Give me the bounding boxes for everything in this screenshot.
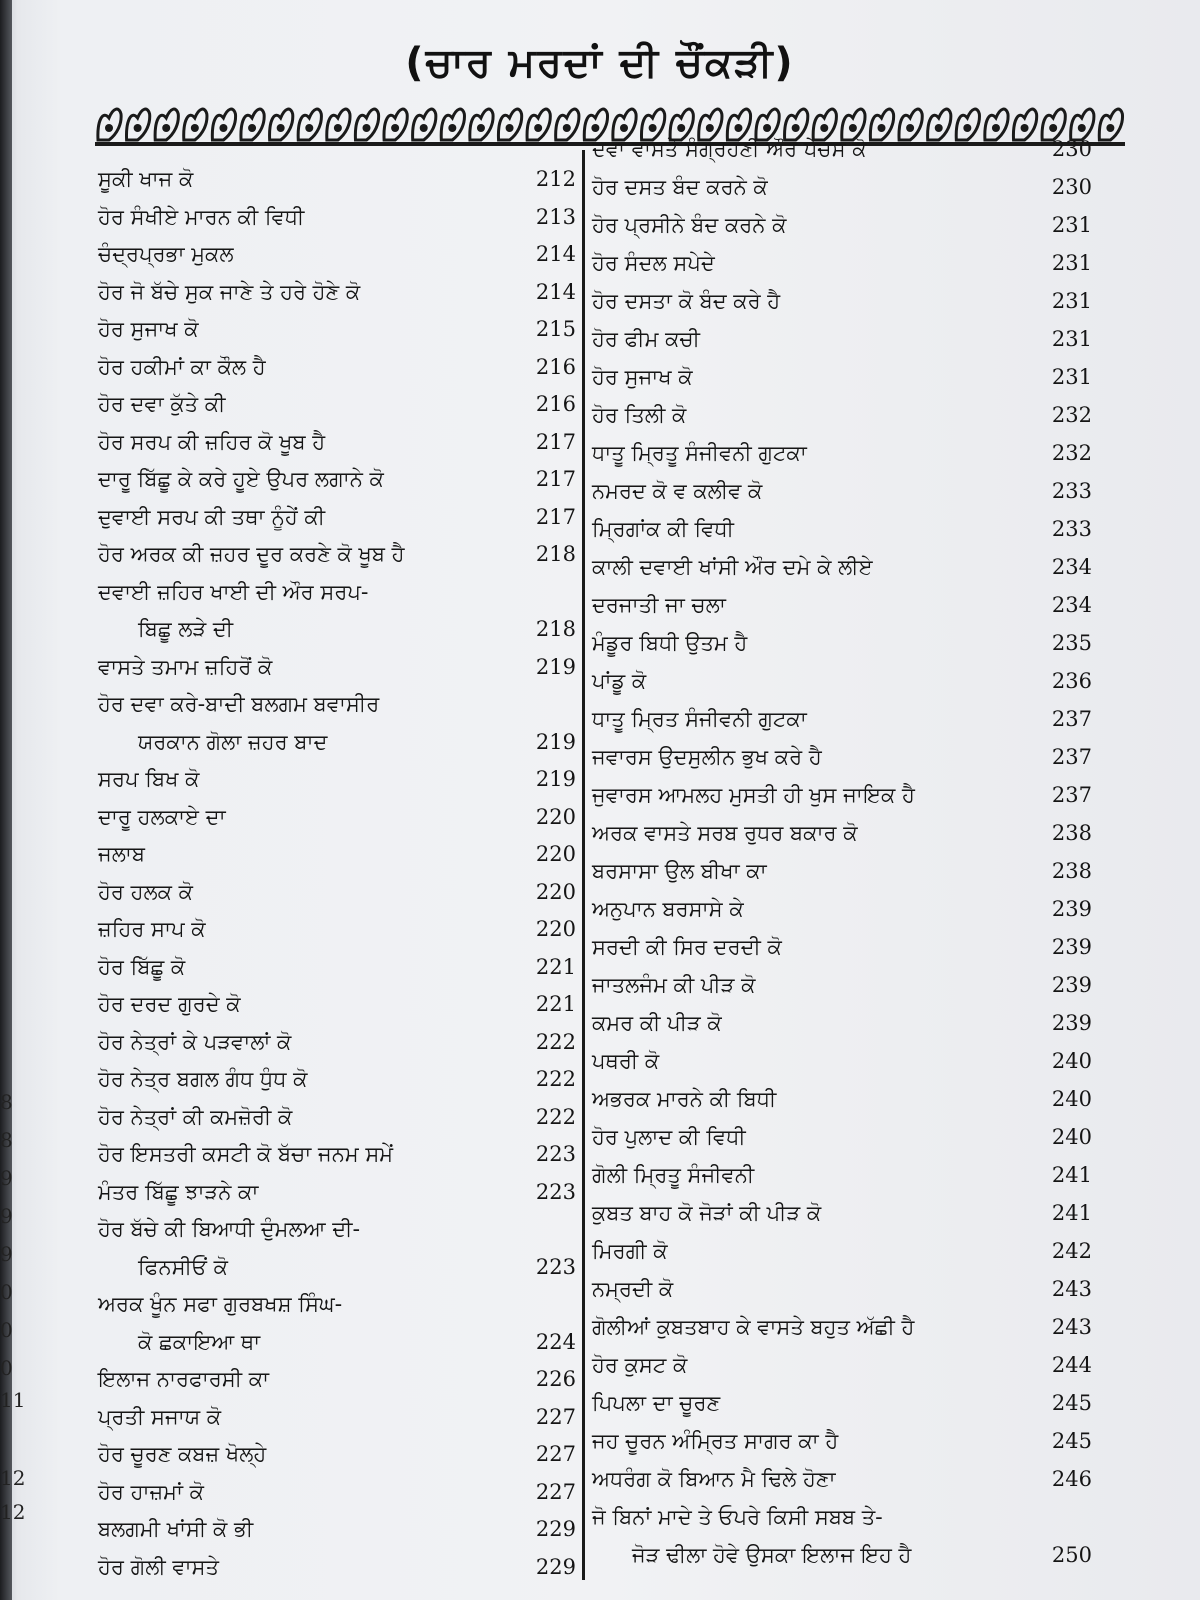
entry-text: ਜ਼ਹਿਰ ਸਾਪ ਕੋ — [98, 917, 206, 941]
entry-page-number: 242 — [1051, 1239, 1092, 1263]
entry-text: ਹੋਰ ਪੁਲਾਦ ਕੀ ਵਿਧੀ — [592, 1125, 746, 1149]
entry-page-number: 227 — [535, 1479, 576, 1504]
entry-page-number: 241 — [1051, 1163, 1092, 1187]
entry-text: ਅਧਰੰਗ ਕੋ ਬਿਆਨ ਮੈ ਢਿਲੇ ਹੋਣਾ — [592, 1467, 836, 1491]
margin-number: 12 — [0, 1466, 26, 1490]
entry-page-number: 217 — [535, 504, 576, 529]
entry-text: ਜੋ ਬਿਨਾਂ ਮਾਦੇ ਤੇ ਓਪਰੇ ਕਿਸੀ ਸਬਬ ਤੇ- — [592, 1505, 883, 1529]
entry-page-number: 245 — [1051, 1391, 1092, 1415]
entry-text: ਦਾਰੂ ਬਿੱਛੂ ਕੇ ਕਰੇ ਹੂਏ ਉਪਰ ਲਗਾਨੇ ਕੋ — [98, 467, 384, 491]
entry-text: ਅਰਕ ਵਾਸਤੇ ਸਰਬ ਰੁਧਰ ਬਕਾਰ ਕੋ — [592, 821, 858, 845]
entry-text: ਪਿਪਲਾ ਦਾ ਚੂਰਣ — [592, 1391, 721, 1415]
entry-page-number: 223 — [535, 1179, 576, 1204]
entry-page-number: 239 — [1051, 973, 1092, 997]
entry-text: ਵਾਸਤੇ ਤਮਾਮ ਜ਼ਹਿਰੋਂ ਕੋ — [98, 654, 273, 679]
previous-page-margin-numbers — [0, 0, 26, 1600]
column-divider — [582, 150, 585, 1580]
entry-text: ਸਰਪ ਬਿਖ ਕੋ — [98, 767, 200, 791]
entry-page-number: 214 — [535, 242, 576, 266]
entry-page-number: 231 — [1051, 365, 1092, 389]
entry-text: ਹੋਰ ਨੇਤ੍ਰਾਂ ਕੇ ਪੜਵਾਲਾਂ ਕੋ — [98, 1029, 292, 1054]
margin-number: 8 — [0, 1128, 13, 1152]
right-index-column — [592, 135, 1092, 1575]
entry-text: ਜੁਵਾਰਸ ਆਮਲਹ ਮੁਸਤੀ ਹੀ ਖੁਸ ਜਾਇਕ ਹੈ — [592, 783, 915, 807]
entry-text: ਗੋਲੀਆਂ ਕੁਬਤਬਾਹ ਕੇ ਵਾਸਤੇ ਬਹੁਤ ਅੱਛੀ ਹੈ — [592, 1315, 915, 1339]
entry-page-number: 229 — [535, 1554, 576, 1579]
margin-number: 0 — [0, 1318, 13, 1342]
entry-page-number: 236 — [1051, 669, 1092, 693]
entry-text: ਹੋਰ ਜੋ ਬੱਚੇ ਸੁਕ ਜਾਣੇ ਤੇ ਹਰੇ ਹੋਣੇ ਕੋ — [98, 279, 361, 304]
entry-text: ਹੋਰ ਤਿਲੀ ਕੋ — [592, 403, 687, 427]
entry-text: ਅਭਰਕ ਮਾਰਨੇ ਕੀ ਬਿਧੀ — [592, 1087, 777, 1111]
entry-text: ਹੋਰ ਪ੍ਰਸੀਨੇ ਬੰਦ ਕਰਨੇ ਕੋ — [592, 213, 787, 237]
entry-page-number: 215 — [535, 317, 576, 341]
entry-page-number: 218 — [535, 617, 576, 641]
entry-page-number: 238 — [1051, 821, 1092, 845]
entry-text: ਹੋਰ ਸੁਜਾਖ ਕੋ — [98, 317, 199, 341]
entry-page-number: 213 — [535, 204, 576, 229]
entry-page-number: 221 — [535, 992, 576, 1016]
entry-page-number: 229 — [535, 1517, 576, 1541]
entry-page-number: 222 — [535, 1029, 576, 1054]
entry-text: ਹੋਰ ਹਾਜ਼ਮਾਂ ਕੋ — [98, 1479, 204, 1504]
entry-text: ਦਰਜਾਤੀ ਜਾ ਚਲਾ — [592, 593, 726, 617]
entry-page-number: 231 — [1051, 213, 1092, 237]
entry-page-number: 235 — [1051, 631, 1092, 655]
margin-number: 0 — [0, 1280, 13, 1304]
entry-page-number: 220 — [535, 804, 576, 829]
margin-number: 0 — [0, 1356, 13, 1380]
entry-page-number: 223 — [535, 1254, 576, 1279]
entry-text: ਹੋਰ ਅਰਕ ਕੀ ਜ਼ਹਰ ਦੂਰ ਕਰਣੇ ਕੋ ਖੂਬ ਹੈ — [98, 542, 405, 566]
entry-text: ਬਲਗਮੀ ਖਾਂਸੀ ਕੋ ਭੀ — [98, 1517, 254, 1541]
entry-text: ਕਮਰ ਕੀ ਪੀੜ ਕੋ — [592, 1011, 722, 1035]
entry-page-number: 217 — [535, 429, 576, 454]
entry-text: ਮਿਰਗੀ ਕੋ — [592, 1239, 668, 1263]
margin-number: 9 — [0, 1242, 13, 1266]
margin-number: 8 — [0, 1090, 13, 1114]
entry-page-number: 222 — [535, 1104, 576, 1129]
entry-text: ਹੋਰ ਦਰਦ ਗੁਰਦੇ ਕੋ — [98, 992, 241, 1016]
left-index-column — [98, 135, 576, 1579]
entry-page-number: 216 — [535, 392, 576, 416]
entry-text: ਬਰਸਾਸਾ ਉਲ ਬੀਖਾ ਕਾ — [592, 859, 767, 883]
entry-text: ਜਲਾਬ — [98, 842, 146, 866]
entry-page-number: 212 — [535, 167, 576, 191]
entry-text: ਪ੍ਰਤੀ ਸਜਾਯ ਕੋ — [98, 1404, 222, 1429]
entry-page-number: 244 — [1051, 1353, 1092, 1377]
entry-text: ਗੋਲੀ ਮ੍ਰਿਤੂ ਸੰਜੀਵਨੀ — [592, 1163, 755, 1187]
entry-text: ਨਮਰਦ ਕੋ ਵ ਕਲੀਵ ਕੋ — [592, 479, 763, 503]
entry-page-number: 231 — [1051, 327, 1092, 351]
entry-page-number: 230 — [1051, 137, 1092, 161]
entry-text: ਯਰਕਾਨ ਗੋਲਾ ਜ਼ਹਰ ਬਾਦ — [138, 729, 328, 754]
entry-page-number: 234 — [1051, 593, 1092, 617]
entry-text: ਜੋੜ ਢੀਲਾ ਹੋਵੇ ਉਸਕਾ ਇਲਾਜ ਇਹ ਹੈ — [632, 1543, 912, 1567]
entry-text: ਨਮ੍ਰਦੀ ਕੋ — [592, 1277, 674, 1301]
page-title: (ਚਾਰ ਮਰਦਾਂ ਦੀ ਚੌਂਕੜੀ) — [405, 40, 795, 86]
entry-page-number: 219 — [535, 767, 576, 791]
entry-page-number: 218 — [535, 542, 576, 566]
entry-text: ਹੋਰ ਦਸਤ ਬੰਦ ਕਰਨੇ ਕੋ — [592, 175, 768, 199]
entry-page-number: 241 — [1051, 1201, 1092, 1225]
entry-text: ਹੋਰ ਦਵਾ ਕਰੇ-ਬਾਦੀ ਬਲਗਮ ਬਵਾਸੀਰ — [98, 692, 380, 716]
entry-text: ਜਹ ਚੂਰਨ ਅੰਮ੍ਰਿਤ ਸਾਗਰ ਕਾ ਹੈ — [592, 1429, 839, 1453]
entry-text: ਮੰਡੂਰ ਬਿਧੀ ਉਤਮ ਹੈ — [592, 631, 748, 655]
entry-text: ਦਾਰੂ ਹਲਕਾਏ ਦਾ — [98, 804, 226, 829]
entry-text: ਚੰਦ੍ਰਪ੍ਰਭਾ ਮੁਕਲ — [98, 242, 234, 266]
entry-page-number: 237 — [1051, 745, 1092, 769]
margin-number: 11 — [0, 1388, 26, 1412]
entry-text: ਹੋਰ ਗੋਲੀ ਵਾਸਤੇ — [98, 1554, 219, 1579]
entry-page-number: 239 — [1051, 935, 1092, 959]
entry-page-number: 240 — [1051, 1087, 1092, 1111]
entry-page-number: 220 — [535, 917, 576, 941]
entry-text: ਹੋਰ ਸੰਖੀਏ ਮਾਰਨ ਕੀ ਵਿਧੀ — [98, 204, 305, 229]
entry-page-number: 237 — [1051, 783, 1092, 807]
entry-text: ਹੋਰ ਕੁਸਟ ਕੋ — [592, 1353, 688, 1377]
entry-page-number: 233 — [1051, 517, 1092, 541]
entry-page-number: 230 — [1051, 175, 1092, 199]
entry-page-number: 231 — [1051, 251, 1092, 275]
entry-text: ਇਲਾਜ ਨਾਰਫਾਰਸੀ ਕਾ — [98, 1367, 270, 1391]
entry-text: ਹੋਰ ਸੁਜਾਖ ਕੋ — [592, 365, 693, 389]
entry-page-number: 231 — [1051, 289, 1092, 313]
entry-text: ਧਾਤੂ ਮ੍ਰਿਤੂ ਸੰਜੀਵਨੀ ਗੁਟਕਾ — [592, 441, 807, 465]
entry-page-number: 233 — [1051, 479, 1092, 503]
entry-text: ਪਾਂਡੂ ਕੋ — [592, 669, 647, 693]
entry-text: ਹੋਰ ਹਲਕ ਕੋ — [98, 879, 193, 904]
entry-page-number: 232 — [1051, 441, 1092, 465]
entry-text: ਹੋਰ ਇਸਤਰੀ ਕਸਟੀ ਕੋ ਬੱਚਾ ਜਨਮ ਸਮੇਂ — [98, 1142, 394, 1166]
entry-page-number: 216 — [535, 354, 576, 379]
entry-page-number: 226 — [535, 1367, 576, 1391]
entry-text: ਦੁਵਾਈ ਸਰਪ ਕੀ ਤਥਾ ਨੂੰਹੇਂ ਕੀ — [98, 504, 326, 529]
entry-text: ਜਾਤਲਜੰਮ ਕੀ ਪੀੜ ਕੋ — [592, 973, 756, 997]
entry-text: ਹੋਰ ਸਰਪ ਕੀ ਜ਼ਹਿਰ ਕੋ ਖੂਬ ਹੈ — [98, 429, 326, 454]
entry-page-number: 223 — [535, 1142, 576, 1166]
entry-text: ਹੋਰ ਸੰਦਲ ਸਪੇਦੇ — [592, 251, 715, 275]
entry-text: ਅਨੁਪਾਨ ਬਰਸਾਸੇ ਕੇ — [592, 897, 744, 921]
entry-text: ਪਥਰੀ ਕੋ — [592, 1049, 660, 1073]
entry-page-number: 214 — [535, 279, 576, 304]
entry-page-number: 224 — [535, 1329, 576, 1354]
entry-text: ਕਾਲੀ ਦਵਾਈ ਖਾਂਸੀ ਔਰ ਦਮੇ ਕੇ ਲੀਏ — [592, 555, 873, 579]
entry-page-number: 219 — [535, 654, 576, 679]
entry-page-number: 240 — [1051, 1125, 1092, 1149]
entry-text: ਅਰਕ ਖੂੰਨ ਸਫਾ ਗੁਰਬਖਸ਼ ਸਿੰਘ- — [98, 1292, 343, 1316]
entry-text: ਸਰਦੀ ਕੀ ਸਿਰ ਦਰਦੀ ਕੋ — [592, 935, 782, 959]
margin-number: 12 — [0, 1500, 26, 1524]
entry-text: ਹੋਰ ਬਿੱਛੂ ਕੋ — [98, 954, 186, 979]
entry-text: ਸੂਕੀ ਖਾਜ ਕੋ — [98, 167, 194, 191]
entry-text: ਦਵਾ ਵਾਸਤੇ ਸੰਗ੍ਰਹਣੀ ਔਰ ਪੇਚਸ ਕੋ — [592, 137, 867, 161]
entry-page-number: 220 — [535, 879, 576, 904]
entry-page-number: 246 — [1051, 1467, 1092, 1491]
entry-page-number: 250 — [1051, 1543, 1092, 1567]
entry-page-number: 245 — [1051, 1429, 1092, 1453]
margin-number: 9 — [0, 1166, 13, 1190]
entry-text: ਹੋਰ ਫੀਮ ਕਚੀ — [592, 327, 700, 351]
entry-text: ਮ੍ਰਿਗਾਂਕ ਕੀ ਵਿਧੀ — [592, 517, 734, 541]
entry-text: ਧਾਤੂ ਮ੍ਰਿਤ ਸੰਜੀਵਨੀ ਗੁਟਕਾ — [592, 707, 807, 731]
entry-page-number: 239 — [1051, 1011, 1092, 1035]
entry-page-number: 221 — [535, 954, 576, 979]
entry-page-number: 227 — [535, 1442, 576, 1466]
entry-text: ਹੋਰ ਦਸਤਾ ਕੋ ਬੰਦ ਕਰੇ ਹੈ — [592, 289, 781, 313]
entry-page-number: 217 — [535, 467, 576, 491]
entry-page-number: 234 — [1051, 555, 1092, 579]
entry-page-number: 222 — [535, 1067, 576, 1091]
entry-text: ਹੋਰ ਹਕੀਮਾਂ ਕਾ ਕੌਲ ਹੈ — [98, 354, 266, 379]
entry-page-number: 238 — [1051, 859, 1092, 883]
entry-text: ਹੋਰ ਚੂਰਣ ਕਬਜ਼ ਖੋਲ੍ਹੇ — [98, 1442, 267, 1466]
entry-text: ਮੰਤਰ ਬਿੱਛੂ ਝਾੜਨੇ ਕਾ — [98, 1179, 259, 1204]
entry-text: ਕੁਬਤ ਬਾਹ ਕੋ ਜੋੜਾਂ ਕੀ ਪੀੜ ਕੋ — [592, 1201, 822, 1225]
entry-text: ਫਿਨਸੀਓਂ ਕੋ — [138, 1254, 228, 1279]
entry-text: ਬਿਛੂ ਲੜੇ ਦੀ — [138, 617, 234, 641]
entry-text: ਕੋ ਛਕਾਇਆ ਥਾ — [138, 1329, 261, 1354]
entry-page-number: 232 — [1051, 403, 1092, 427]
margin-number: 9 — [0, 1204, 13, 1228]
entry-page-number: 243 — [1051, 1315, 1092, 1339]
entry-text: ਜਵਾਰਸ ਉਦਸੁਲੀਨ ਭੁਖ ਕਰੇ ਹੈ — [592, 745, 822, 769]
entry-text: ਹੋਰ ਨੇਤ੍ਰ ਬਗਲ ਗੰਧ ਧੁੰਧ ਕੋ — [98, 1067, 308, 1091]
entry-page-number: 240 — [1051, 1049, 1092, 1073]
entry-page-number: 239 — [1051, 897, 1092, 921]
entry-page-number: 219 — [535, 729, 576, 754]
entry-text: ਦਵਾਈ ਜ਼ਹਿਰ ਖਾਈ ਦੀ ਔਰ ਸਰਪ- — [98, 579, 369, 604]
entry-text: ਹੋਰ ਦਵਾ ਕੁੱਤੇ ਕੀ — [98, 392, 226, 416]
entry-text: ਹੋਰ ਬੱਚੇ ਕੀ ਬਿਆਧੀ ਦੁੰਮਲਆ ਦੀ- — [98, 1217, 361, 1241]
entry-page-number: 237 — [1051, 707, 1092, 731]
border-motif — [1099, 109, 1122, 140]
entry-page-number: 220 — [535, 842, 576, 866]
entry-page-number: 243 — [1051, 1277, 1092, 1301]
entry-text: ਹੋਰ ਨੇਤ੍ਰਾਂ ਕੀ ਕਮਜ਼ੋਰੀ ਕੋ — [98, 1104, 293, 1129]
entry-page-number: 227 — [535, 1404, 576, 1429]
